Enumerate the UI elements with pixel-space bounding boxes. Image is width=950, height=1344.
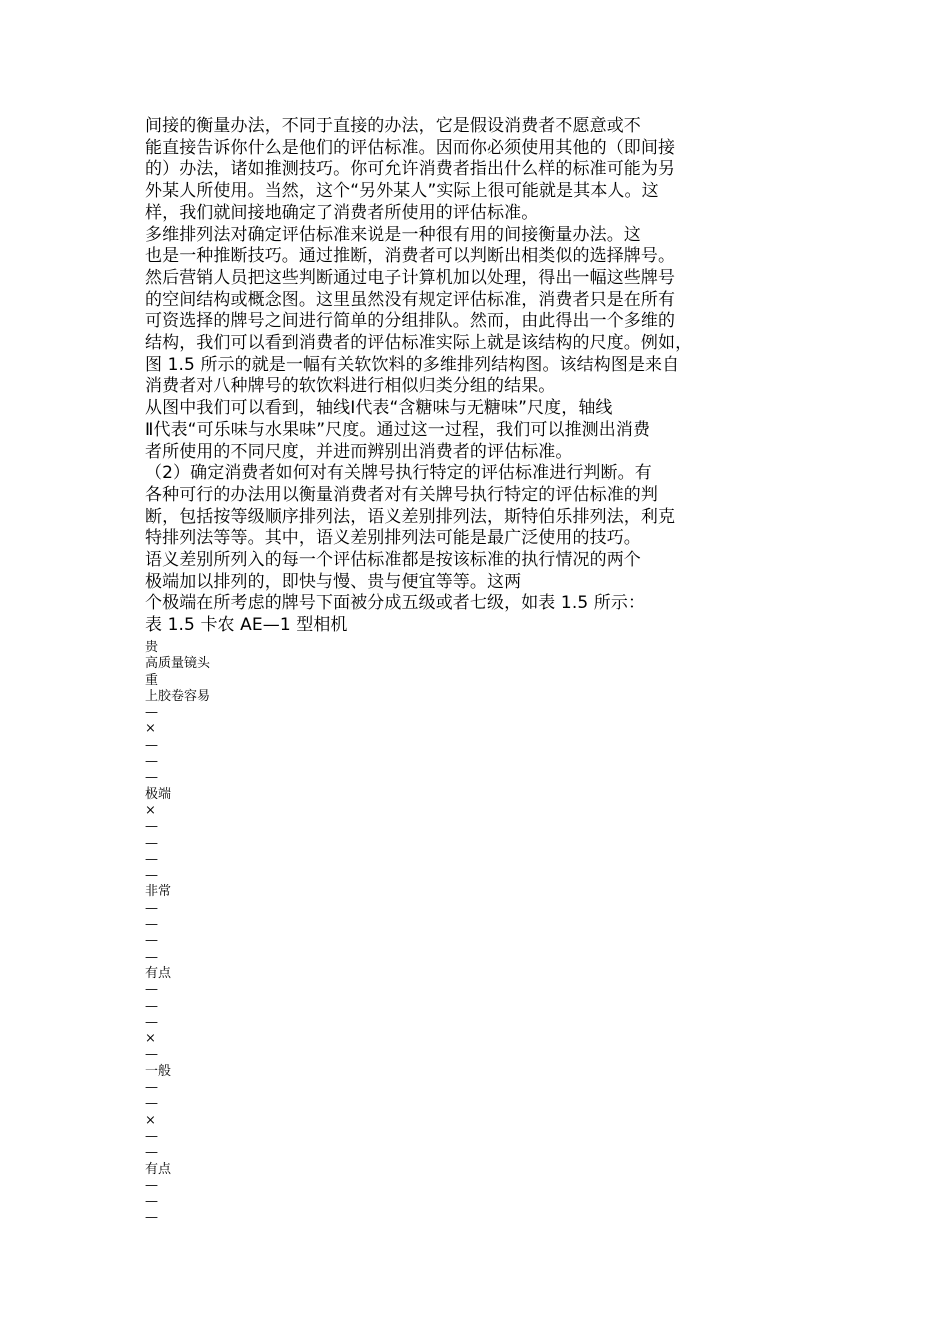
table-cell: —: [145, 1080, 158, 1096]
text-line: 者所使用的不同尺度，并进而辨别出消费者的评估标准。: [145, 441, 573, 462]
table-cell: ×: [145, 1031, 156, 1047]
table-title: 表 1.5 卡农 AE—1 型相机: [145, 615, 348, 636]
text-line: 样，我们就间接地确定了消费者所使用的评估标准。: [145, 202, 539, 223]
table-cell: —: [145, 1177, 158, 1193]
table-cell: 上胶卷容易: [145, 688, 211, 704]
text-line: 能直接告诉你什么是他们的评估标准。因而你必须使用其他的（即间接: [145, 137, 676, 158]
table-cell: —: [145, 1210, 158, 1226]
text-line: 的空间结构或概念图。这里虽然没有规定评估标准，消费者只是在所有: [145, 289, 676, 310]
table-cell: 高质量镜头: [145, 656, 211, 672]
table-cell: 极端: [145, 786, 172, 802]
text-line: 消费者对八种牌号的软饮料进行相似归类分组的结果。: [145, 376, 556, 397]
table-cell: —: [145, 737, 158, 753]
table-cell: —: [145, 933, 158, 949]
text-line: 可资选择的牌号之间进行简单的分组排队。然而，由此得出一个多维的: [145, 311, 676, 332]
table-cell: —: [145, 998, 158, 1014]
table-cell: 有点: [145, 1161, 172, 1177]
table-cell: —: [145, 1145, 158, 1161]
table-cell: —: [145, 1047, 158, 1063]
table-cell: —: [145, 917, 158, 933]
text-line: 结构，我们可以看到消费者的评估标准实际上就是该结构的尺度。例如，: [145, 333, 693, 354]
table-cell: —: [145, 770, 158, 786]
text-line: 特排列法等等。其中，语义差别排列法可能是最广泛使用的技巧。: [145, 528, 641, 549]
table-cell: —: [145, 1194, 158, 1210]
text-line: 各种可行的办法用以衡量消费者对有关牌号执行特定的评估标准的判: [145, 484, 658, 505]
table-cell: —: [145, 705, 158, 721]
table-cell: 一般: [145, 1063, 172, 1079]
text-line: 个极端在所考虑的牌号下面被分成五级或者七级，如表 1.5 所示：: [145, 593, 646, 614]
table-cell: —: [145, 754, 158, 770]
table-cell: ×: [145, 802, 156, 818]
table-cell: 贵: [145, 640, 159, 655]
text-line: 极端加以排列的，即快与慢、贵与便宜等等。这两: [145, 571, 522, 592]
table-cell: —: [145, 851, 158, 867]
table-cells: [145, 640, 345, 1227]
text-line: 多维排列法对确定评估标准来说是一种很有用的间接衡量办法。这: [145, 224, 641, 245]
table-cell: —: [145, 1014, 158, 1030]
table-cell: —: [145, 835, 158, 851]
text-line: （2）确定消费者如何对有关牌号执行特定的评估标准进行判断。有: [145, 463, 652, 484]
text-line: 的）办法，诸如推测技巧。你可允许消费者指出什么样的标准可能为另: [145, 159, 676, 180]
text-line: 然后营销人员把这些判断通过电子计算机加以处理，得出一幅这些牌号: [145, 267, 676, 288]
text-line: 从图中我们可以看到，轴线Ⅰ代表“含糖味与无糖味”尺度，轴线: [145, 398, 613, 419]
text-line: Ⅱ代表“可乐味与水果味”尺度。通过这一过程，我们可以推测出消费: [145, 419, 651, 440]
body-text: [145, 116, 765, 637]
table-cell: —: [145, 819, 158, 835]
table-cell: —: [145, 868, 158, 884]
table-cell: —: [145, 1128, 158, 1144]
text-line: 语义差别所列入的每一个评估标准都是按该标准的执行情况的两个: [145, 550, 641, 571]
text-line: 也是一种推断技巧。通过推断，消费者可以判断出相类似的选择牌号。: [145, 246, 676, 267]
text-line: 外某人所使用。当然，这个“另外某人”实际上很可能就是其本人。这: [145, 181, 659, 202]
table-cell: 重: [145, 672, 159, 688]
table-cell: —: [145, 982, 158, 998]
text-line: 图 1.5 所示的就是一幅有关软饮料的多维排列结构图。该结构图是来自: [145, 354, 680, 375]
table-cell: 非常: [145, 884, 172, 900]
table-cell: —: [145, 900, 158, 916]
table-cell: —: [145, 949, 158, 965]
table-cell: 有点: [145, 965, 172, 981]
table-cell: ×: [145, 721, 156, 737]
table-cell: —: [145, 1096, 158, 1112]
table-cell: ×: [145, 1112, 156, 1128]
text-line: 断，包括按等级顺序排列法，语义差别排列法，斯特伯乐排列法，利克: [145, 506, 676, 527]
text-line: 间接的衡量办法，不同于直接的办法，它是假设消费者不愿意或不: [145, 116, 641, 136]
